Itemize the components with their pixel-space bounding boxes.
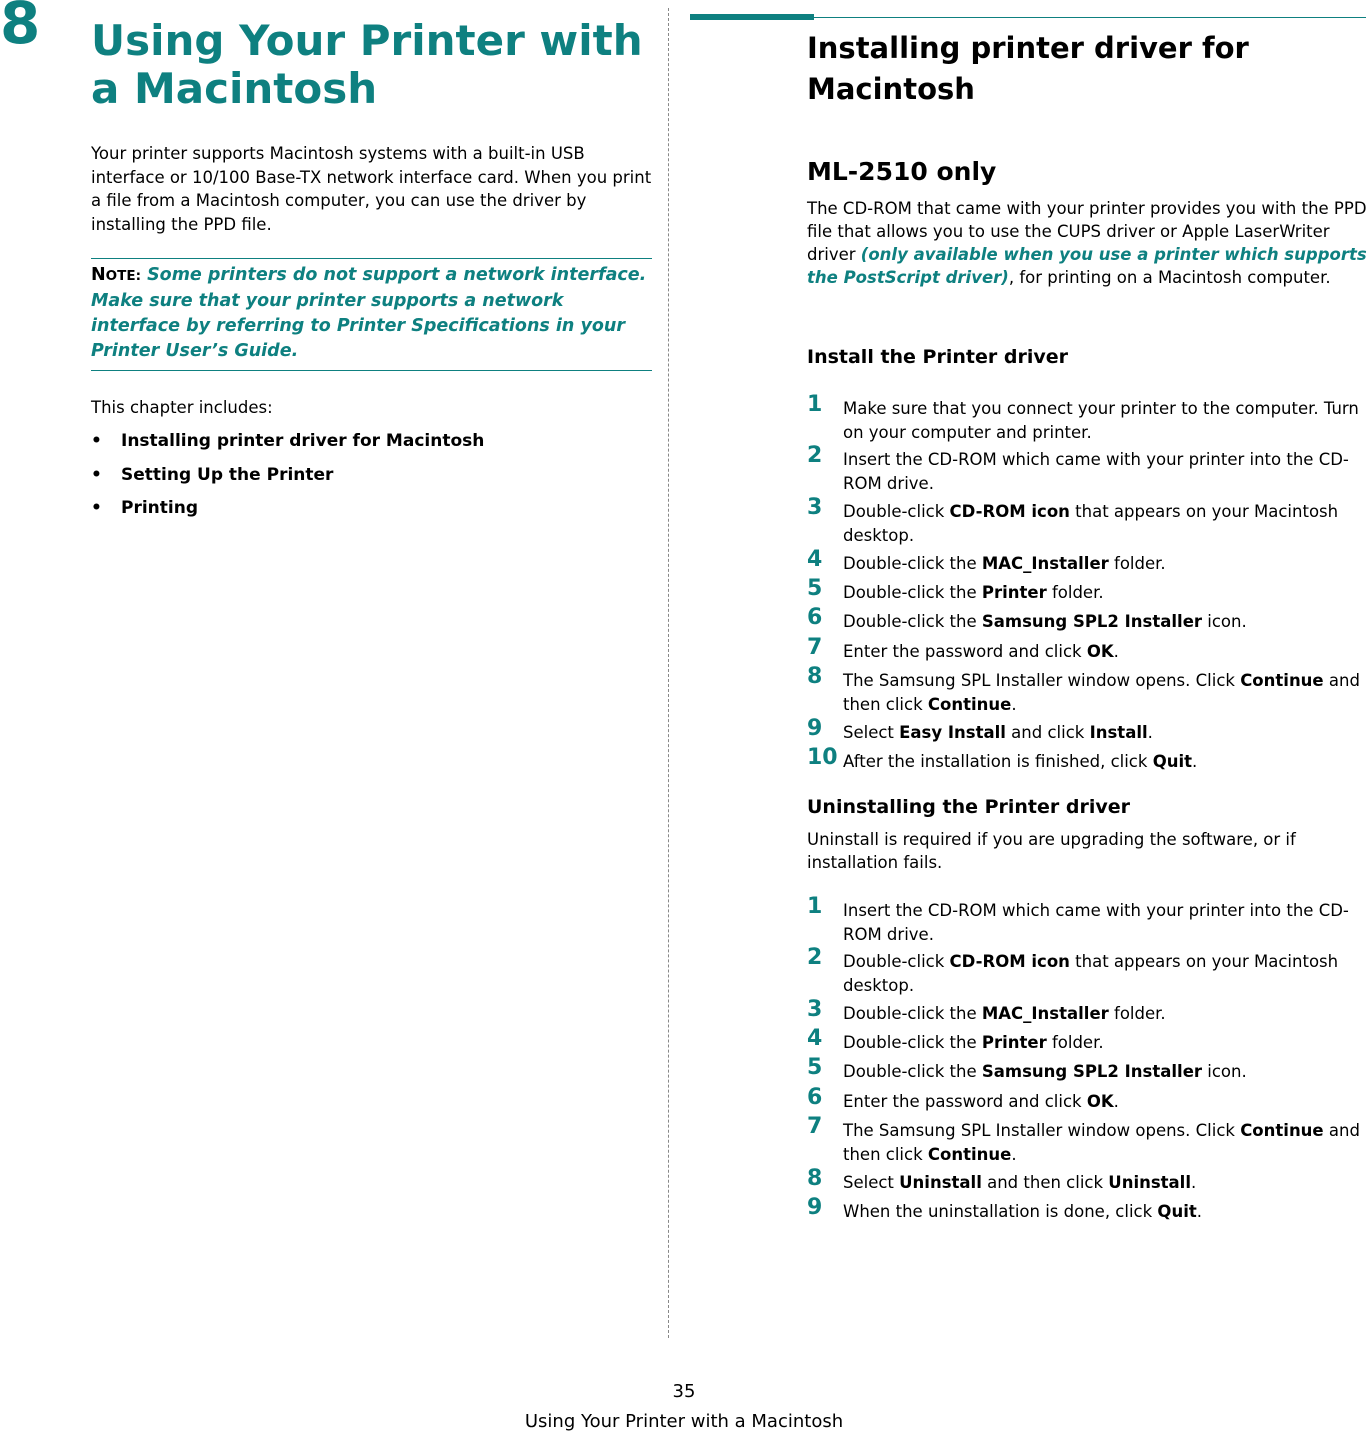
- note-top-rule: [91, 258, 652, 259]
- note-text: Some printers do not support a network interface. Make sure that your printer supports a network interface by referring to Printer Specifications in your Printer User’s Guide.: [91, 265, 647, 361]
- chapter-number: 8: [0, 0, 41, 57]
- step-text: Double-click the MAC_Installer folder.: [843, 1004, 1166, 1023]
- step-number: 5: [807, 1055, 823, 1080]
- step-text: Double-click CD-ROM icon that appears on your Macintosh desktop.: [843, 502, 1339, 545]
- step-text: Make sure that you connect your printer to the computer. Turn on your computer and printer.: [843, 399, 1359, 442]
- note-label: NOTE:: [91, 265, 141, 285]
- toc-link-setting-up[interactable]: • Setting Up the Printer: [91, 465, 334, 485]
- step-number: 1: [807, 894, 823, 919]
- step-text: Insert the CD-ROM which came with your printer into the CD-ROM drive.: [843, 450, 1349, 493]
- step-number: 7: [807, 635, 823, 660]
- step-text: Double-click the Printer folder.: [843, 1033, 1104, 1052]
- uninstall-intro: Uninstall is required if you are upgrading the software, or if installation fails.: [807, 830, 1296, 872]
- note-bottom-rule: [91, 370, 652, 371]
- section-subtitle: ML-2510 only: [807, 157, 997, 186]
- step-text: Double-click CD-ROM icon that appears on your Macintosh desktop.: [843, 952, 1339, 995]
- step-number: 6: [807, 1085, 823, 1110]
- step-number: 4: [807, 1026, 823, 1051]
- chapter-intro: Your printer supports Macintosh systems with a built-in USB interface or 10/100 Base-TX network interface card. When you print a file from a Macintosh computer, you can use the driver by installing the PPD file.: [91, 144, 652, 234]
- step-number: 2: [807, 443, 823, 468]
- step-text: The Samsung SPL Installer window opens. Click Continue and then click Continue.: [843, 1121, 1360, 1164]
- includes-label: This chapter includes:: [91, 398, 273, 417]
- step-number: 4: [807, 547, 823, 572]
- step-text: Insert the CD-ROM which came with your printer into the CD-ROM drive.: [843, 901, 1349, 944]
- step-number: 3: [807, 997, 823, 1022]
- step-number: 2: [807, 945, 823, 970]
- step-text: Enter the password and click OK.: [843, 1092, 1119, 1111]
- step-text: Select Easy Install and click Install.: [843, 723, 1153, 742]
- step-text: Select Uninstall and then click Uninstall.: [843, 1173, 1197, 1192]
- section-rule-thick: [690, 14, 814, 20]
- step-text: Double-click the MAC_Installer folder.: [843, 554, 1166, 573]
- note-block: [91, 263, 656, 364]
- page-number: 35: [672, 1381, 696, 1402]
- step-number: 10: [807, 745, 838, 770]
- toc-link-installing[interactable]: • Installing printer driver for Macintosh: [91, 431, 485, 451]
- step-number: 6: [807, 605, 823, 630]
- install-heading: Install the Printer driver: [807, 346, 1068, 368]
- step-text: When the uninstallation is done, click Quit.: [843, 1202, 1202, 1221]
- step-number: 8: [807, 664, 823, 689]
- step-number: 9: [807, 1195, 823, 1220]
- step-text: Double-click the Samsung SPL2 Installer icon.: [843, 1062, 1247, 1081]
- column-divider: [668, 8, 669, 1338]
- toc-link-printing[interactable]: • Printing: [91, 498, 198, 518]
- step-text: The Samsung SPL Installer window opens. Click Continue and then click Continue.: [843, 671, 1360, 714]
- step-text: Enter the password and click OK.: [843, 642, 1119, 661]
- section-title: Installing printer driver for Macintosh: [807, 31, 1249, 106]
- running-title: Using Your Printer with a Macintosh: [524, 1411, 844, 1432]
- step-number: 3: [807, 495, 823, 520]
- uninstall-heading: Uninstalling the Printer driver: [807, 796, 1131, 818]
- step-number: 5: [807, 576, 823, 601]
- step-number: 9: [807, 716, 823, 741]
- step-number: 1: [807, 392, 823, 417]
- chapter-title: Using Your Printer with a Macintosh: [91, 16, 643, 113]
- step-text: After the installation is finished, click Quit.: [843, 752, 1198, 771]
- step-number: 8: [807, 1166, 823, 1191]
- step-text: Double-click the Samsung SPL2 Installer icon.: [843, 612, 1247, 631]
- step-text: Double-click the Printer folder.: [843, 583, 1104, 602]
- section-intro: The CD-ROM that came with your printer provides you with the PPD file that allows you to use the CUPS driver or Apple LaserWriter driver (only available when you use a printer which supports the PostScript driver), for printing on a Macintosh computer.: [807, 199, 1367, 287]
- step-number: 7: [807, 1114, 823, 1139]
